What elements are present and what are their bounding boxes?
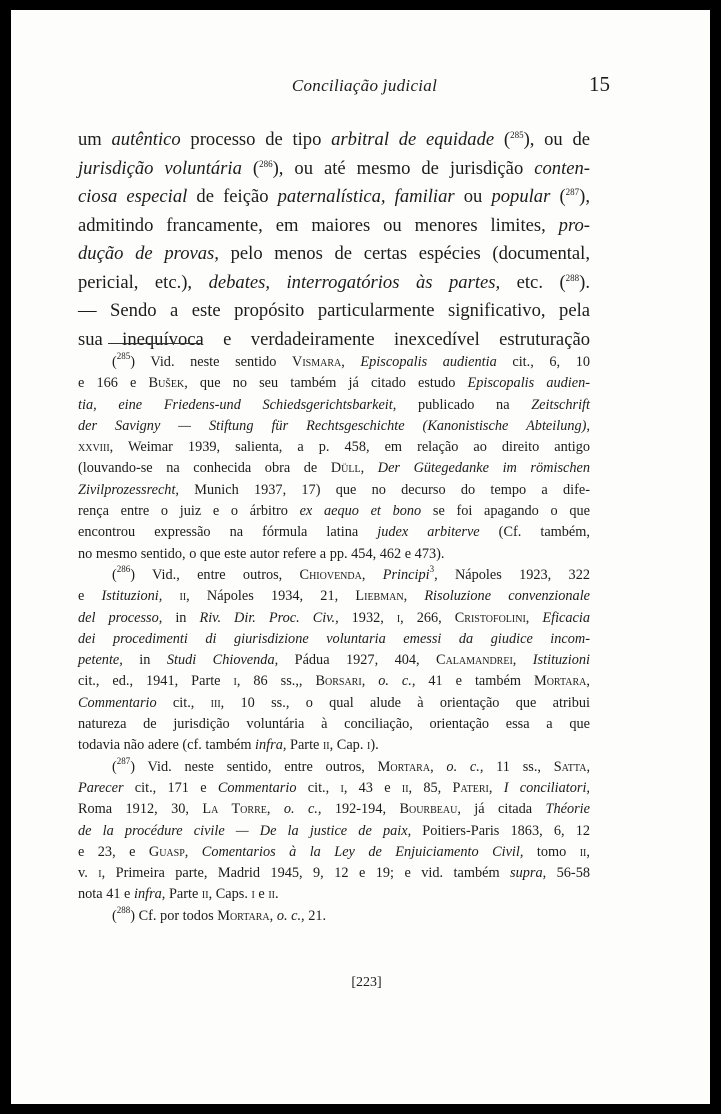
footnote-start-line	[78, 565, 590, 586]
text-run: (Cf. também,	[479, 524, 590, 541]
footnotes	[78, 352, 590, 927]
note-ref: 287	[116, 755, 131, 766]
footnote-line	[78, 735, 590, 756]
text-run: ,	[488, 779, 504, 796]
author-name: Bušek	[148, 375, 185, 392]
author-name: ii	[579, 843, 587, 860]
text-run: , Nápoles 1934, 21,	[186, 588, 356, 605]
text-run: , Cap.	[329, 737, 367, 754]
footnote-line	[78, 693, 590, 714]
footnote-line	[78, 778, 590, 799]
footnote-line	[78, 671, 590, 692]
text-line	[78, 126, 590, 155]
text-run: ),	[579, 186, 590, 207]
text-run: 56-58	[546, 865, 590, 882]
text-line	[78, 155, 590, 184]
author-name: Chiovenda	[299, 566, 362, 583]
italic-run: Zeitschrift	[531, 396, 590, 413]
italic-run: Comentarios à la Ley de Enjuiciamento Civil,	[201, 843, 524, 860]
author-name: ii	[322, 737, 330, 754]
text-run: , 85,	[408, 779, 453, 796]
text-run: (	[494, 129, 511, 150]
italic-run: supra,	[510, 865, 547, 882]
italic-run: tia, eine Friedens-und Schiedsgerichtsbarkeit,	[78, 396, 397, 413]
text-line	[78, 269, 590, 298]
footnote-line	[78, 544, 590, 565]
text-run: ).	[579, 271, 590, 293]
folio-number: [223]	[351, 975, 382, 990]
italic-run: Episcopalis audientia	[360, 354, 497, 370]
text-run: e 23, e	[78, 843, 149, 860]
footnote-start-line	[78, 906, 590, 927]
author-name: i	[396, 609, 401, 626]
author-name: Borsari	[315, 673, 362, 690]
text-run: , 43 e	[343, 779, 402, 796]
text-run: rença entre o juiz e o árbitro	[78, 503, 300, 520]
italic-run: pro-	[558, 214, 590, 236]
text-run: no mesmo sentido, o que este autor refere a pp. 454, 462 e 473).	[78, 545, 445, 562]
italic-run: der Savigny — Stiftung für Rechtsgeschichte (Kanonistische Abteilung),	[78, 417, 590, 434]
author-name: i	[98, 865, 102, 882]
page-number: 15	[589, 72, 610, 96]
text-run: pericial, etc.),	[78, 271, 209, 293]
italic-run: Zivilprozessrecht,	[78, 481, 179, 498]
author-name: i	[366, 737, 371, 754]
note-ref: 285	[510, 130, 524, 140]
text-run: ) Vid., entre outros,	[130, 566, 300, 583]
text-run: cit.,	[296, 779, 341, 796]
text-run: (	[550, 186, 566, 207]
author-name: Guasp	[148, 843, 185, 860]
text-run: se foi apagando o que	[421, 503, 591, 520]
italic-run: autêntico	[111, 129, 181, 150]
text-run: admitindo francamente, em maiores ou menores limites,	[78, 214, 559, 236]
text-run: ,	[512, 652, 533, 669]
text-run: ) Vid. neste sentido, entre outros,	[130, 758, 378, 775]
author-name: Cristofolini	[454, 609, 526, 626]
footnote-line	[78, 821, 590, 842]
author-name: Düll	[330, 460, 361, 477]
text-run: de feição	[187, 186, 278, 207]
italic-run: Commentario	[78, 694, 157, 711]
italic-run: jurisdição voluntária	[78, 157, 242, 179]
text-line	[78, 212, 590, 241]
text-run: ), ou de	[523, 129, 590, 150]
italic-run: Parecer	[78, 779, 124, 796]
footnote-line	[78, 437, 590, 458]
italic-run: paternalística, familiar	[277, 186, 455, 207]
italic-run: Principi	[382, 566, 430, 583]
text-run: .	[275, 886, 279, 903]
text-run: ) Cf. por todos	[130, 907, 218, 924]
text-run: ,	[586, 758, 591, 775]
author-name: i	[251, 886, 255, 903]
author-name: Calamandrei	[436, 652, 513, 669]
text-run: , que no seu também já citado estudo	[184, 375, 468, 392]
text-run: sua inequívoca e verdadeiramente inexcedível estruturação	[78, 328, 590, 350]
footnote-line	[78, 842, 590, 863]
text-run: — Sendo a este propósito particularmente significativo, pela	[78, 300, 590, 321]
italic-run: Théorie	[545, 801, 590, 818]
text-run: , Caps.	[208, 886, 252, 903]
footnote-separator	[108, 343, 201, 344]
italic-run: ex aequo et bono	[299, 503, 422, 520]
italic-run: o. c.,	[276, 907, 305, 924]
text-run: ,	[403, 588, 425, 605]
text-run: ,	[586, 843, 590, 860]
book-page	[11, 10, 710, 1104]
italic-run: Episcopalis audien-	[467, 375, 591, 392]
author-name: Liebman	[355, 588, 404, 605]
text-run: (	[112, 907, 117, 924]
author-name: Mortara	[533, 673, 587, 690]
text-run: e 166 e	[78, 375, 149, 392]
text-line	[78, 297, 590, 326]
italic-run: o. c.,	[283, 801, 322, 818]
italic-run: dução de provas,	[78, 243, 219, 264]
text-run: v.	[78, 865, 99, 882]
text-run: (	[241, 157, 260, 179]
text-run: 1932,	[338, 609, 397, 626]
author-name: Pateri	[452, 779, 489, 796]
text-run: ou	[454, 186, 492, 207]
text-run: ,	[360, 460, 378, 477]
text-run: cit., 6, 10	[496, 354, 591, 370]
text-run: e	[78, 588, 102, 605]
author-name: Mortara	[377, 758, 431, 775]
italic-run: Istituzioni,	[101, 588, 163, 605]
text-run: 11 ss.,	[483, 758, 554, 775]
author-name: ii	[201, 886, 209, 903]
text-run: tomo	[523, 843, 580, 860]
author-name: i	[233, 673, 237, 690]
footnote-line	[78, 458, 590, 479]
text-run: ).	[370, 737, 379, 754]
text-run: ,	[184, 843, 202, 860]
text-run: natureza de jurisdição voluntária à conciliação, orientação essa a que	[78, 716, 590, 733]
text-run: etc. (	[500, 271, 566, 293]
footnote-start-line	[78, 757, 590, 778]
author-name: iii	[210, 694, 221, 711]
text-line	[78, 183, 590, 212]
footnote-line	[78, 799, 590, 820]
note-ref: 285	[116, 351, 131, 361]
italic-run: Studi Chiovenda,	[166, 652, 279, 669]
note-ref: 287	[565, 187, 580, 197]
text-run: Munich 1937, 17) que no decurso do tempo a dife-	[179, 481, 590, 498]
text-run: encontrou expressão na fórmula latina	[78, 524, 378, 541]
author-name: i	[340, 779, 344, 796]
footnote-line	[78, 586, 590, 607]
italic-run: conten-	[534, 157, 590, 179]
text-run: , Nápoles 1923, 322	[434, 566, 590, 583]
text-run: 192-194,	[321, 801, 400, 818]
author-name: Mortara	[217, 907, 270, 924]
text-run: ,	[361, 673, 379, 690]
italic-run: Eficacia	[542, 609, 591, 626]
footnote-line	[78, 608, 590, 629]
text-run: cit., 171 e	[123, 779, 218, 796]
italic-run: ciosa especial	[78, 186, 188, 207]
text-run: (	[112, 354, 117, 370]
footnote-line	[78, 373, 590, 394]
text-run: , 86 ss.,,	[236, 673, 316, 690]
author-name: ii	[179, 588, 187, 605]
note-ref: 286	[259, 158, 273, 169]
text-run: 41 e também	[415, 673, 534, 690]
italic-run: arbitral de equidade	[331, 129, 495, 150]
text-run: ) Vid. neste sentido	[130, 354, 292, 370]
note-ref: 3	[429, 563, 435, 574]
text-run: , Primeira parte, Madrid 1945, 9, 12 e 19; e vid. também	[101, 865, 511, 882]
author-name: Bourbeau	[399, 801, 458, 818]
text-line	[78, 326, 590, 355]
footnote-line	[78, 395, 590, 416]
main-text	[78, 126, 590, 354]
italic-run: I conciliatori,	[503, 779, 591, 796]
italic-run: infra,	[133, 886, 166, 903]
text-run	[162, 588, 179, 604]
text-run: ,	[586, 673, 590, 690]
footnote-line	[78, 714, 590, 735]
footnote-start-line	[78, 352, 590, 373]
text-run: Roma 1912, 30,	[78, 801, 203, 818]
italic-run: Istituzioni	[532, 652, 590, 669]
italic-run: de la procédure civile — De la justice de paix,	[78, 822, 412, 839]
text-run: e	[254, 886, 269, 903]
italic-run: infra,	[255, 737, 287, 754]
text-run: todavia não adere (cf. também	[78, 737, 256, 754]
note-ref: 288	[565, 272, 580, 283]
footnote-line	[78, 522, 590, 543]
footnote-line	[78, 629, 590, 650]
author-name: ii	[268, 886, 275, 903]
text-run: (	[112, 758, 117, 775]
author-name: xxviii	[78, 439, 110, 456]
footnote-line	[78, 884, 590, 905]
text-run: Pádua 1927, 404,	[278, 652, 437, 669]
author-name: Satta	[553, 758, 587, 775]
text-line	[78, 240, 590, 269]
text-run: pelo menos de certas espécies (documental,	[218, 243, 590, 264]
note-ref: 286	[116, 563, 131, 574]
text-run: Poitiers-Paris 1863, 6, 12	[411, 822, 590, 839]
text-run: ,	[341, 354, 361, 370]
text-run: publicado na	[396, 396, 532, 413]
text-run: ,	[269, 907, 277, 924]
text-run: in	[122, 652, 167, 669]
text-run: 21.	[304, 907, 327, 924]
text-run: , Weimar 1939, salienta, a p. 458, em relação ao direito antigo	[109, 439, 590, 456]
text-run: in	[162, 609, 200, 626]
italic-run: debates, interrogatórios às partes,	[208, 271, 501, 293]
footnote-line	[78, 863, 590, 884]
italic-run: judex arbiterve	[377, 524, 480, 541]
footnote-line	[78, 501, 590, 522]
italic-run: dei procedimenti di giurisdizione voluntaria emessi da giudice incom-	[78, 630, 590, 647]
italic-run: del processo,	[78, 609, 163, 626]
italic-run: Der Gütegedanke im römischen	[377, 460, 590, 477]
text-run: ,	[430, 758, 447, 775]
footnote-line	[78, 416, 590, 437]
text-run: Parte	[165, 886, 202, 903]
text-run: cit.,	[156, 694, 211, 711]
text-run: um	[78, 129, 112, 150]
author-name: La Torre	[202, 801, 267, 818]
text-run: (louvando-se na conhecida obra de	[78, 460, 331, 477]
text-run: , já citada	[457, 801, 546, 818]
text-run: , 10 ss., o qual alude à orientação que atribui	[220, 694, 590, 711]
italic-run: Commentario	[217, 779, 297, 796]
italic-run: o. c.,	[446, 758, 484, 775]
text-run: cit., ed., 1941, Parte	[78, 673, 234, 690]
text-run: (	[112, 566, 117, 583]
text-run: processo de tipo	[180, 129, 332, 150]
footnote-line	[78, 650, 590, 671]
text-run: ,	[266, 801, 284, 818]
author-name: Vismara	[292, 354, 342, 370]
text-run: , 266,	[400, 609, 455, 626]
text-run: ), ou até mesmo de jurisdição	[272, 157, 535, 179]
text-run: nota 41 e	[78, 886, 134, 903]
text-run: ,	[361, 566, 383, 583]
italic-run: Risoluzione convenzionale	[424, 588, 591, 605]
italic-run: petente,	[78, 652, 123, 669]
running-title: Conciliação judicial	[291, 76, 438, 95]
italic-run: popular	[491, 186, 551, 207]
italic-run: Riv. Dir. Proc. Civ.,	[199, 609, 339, 626]
italic-run: o. c.,	[378, 673, 416, 690]
author-name: ii	[401, 779, 409, 796]
text-run: Parte	[286, 737, 323, 754]
footnote-line	[78, 480, 590, 501]
note-ref: 288	[116, 904, 131, 915]
text-run: ,	[525, 609, 543, 626]
